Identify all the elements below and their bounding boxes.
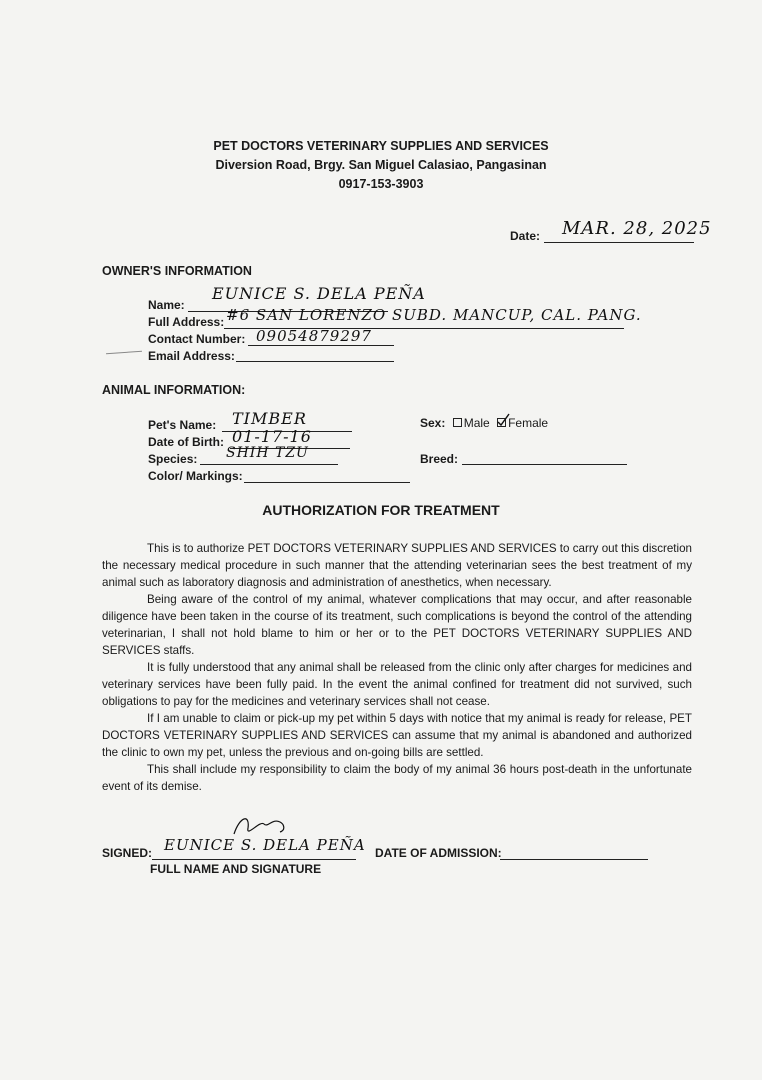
male-option-label: Male (463, 416, 490, 430)
owner-name-value: EUNICE S. DELA PEÑA (212, 284, 426, 303)
authorization-paragraph: This is to authorize PET DOCTORS VETERINARY SUPPLIES AND SERVICES to carry out this discretion the necessary medical procedure in such manner that the attending veterinarian sees the best treatment of my animal such as laboratory diagnosis and administration of anesthetics, when necessary. (102, 542, 692, 589)
breed-label: Breed: (420, 452, 459, 466)
signed-label: SIGNED: (102, 846, 153, 860)
owner-contact-line (248, 345, 394, 346)
breed-line (462, 464, 627, 465)
owner-address-label: Full Address: (148, 315, 225, 329)
owner-name-label: Name: (148, 298, 185, 312)
owner-email-line (236, 361, 394, 362)
authorization-paragraph: If I am unable to claim or pick-up my pet within 5 days with notice that my animal is ready for release, PET DOCTORS VETERINARY SUPPLIES AND SERVICES can assume that my animal is abandoned and authorized the clinic to own my pet, unless the previous and on-going bills are settled. (102, 712, 692, 759)
species-line (200, 464, 338, 465)
admission-date-label: DATE OF ADMISSION: (375, 846, 502, 860)
species-label: Species: (148, 452, 198, 466)
owner-contact-label: Contact Number: (148, 332, 246, 346)
species-value: SHIH TZU (226, 445, 309, 461)
authorization-body (102, 540, 692, 795)
owner-section-title: OWNER'S INFORMATION (102, 264, 252, 278)
admission-date-line (500, 859, 648, 860)
pet-name-value: TIMBER (232, 409, 307, 428)
date-line (544, 242, 694, 243)
sex-label: Sex: (420, 416, 446, 430)
sex-field (420, 416, 548, 430)
date-label: Date: (510, 229, 541, 243)
signature-flourish-icon (230, 812, 290, 842)
business-phone: 0917-153-3903 (338, 177, 424, 191)
female-checkbox[interactable] (497, 418, 506, 427)
date-value: MAR. 28, 2025 (562, 218, 712, 239)
authorization-paragraph: This shall include my responsibility to claim the body of my animal 36 hours post-death in the unfortunate event of its demise. (102, 763, 692, 793)
signature-caption: FULL NAME AND SIGNATURE (150, 862, 322, 876)
check-mark-icon (496, 413, 510, 427)
business-name: PET DOCTORS VETERINARY SUPPLIES AND SERVICES (213, 139, 549, 153)
business-address: Diversion Road, Brgy. San Miguel Calasiao, Pangasinan (215, 158, 547, 172)
dob-value: 01-17-16 (232, 427, 312, 446)
animal-section-title: ANIMAL INFORMATION: (102, 383, 246, 397)
signature-value: EUNICE S. DELA PEÑA (164, 836, 366, 854)
authorization-title: AUTHORIZATION FOR TREATMENT (262, 502, 500, 518)
dob-label: Date of Birth: (148, 435, 224, 449)
owner-address-value: #6 SAN LORENZO SUBD. MANCUP, CAL. PANG. (226, 306, 642, 324)
pet-name-label: Pet's Name: (148, 418, 217, 432)
pen-stroke (106, 351, 142, 355)
female-option-label: Female (508, 416, 549, 430)
owner-contact-value: 09054879297 (256, 327, 372, 345)
color-markings-line (244, 482, 410, 483)
owner-email-label: Email Address: (148, 349, 235, 363)
color-markings-label: Color/ Markings: (148, 469, 243, 483)
authorization-paragraph: It is fully understood that any animal shall be released from the clinic only after charges for medicines and veterinary services have been fully paid. In the event the animal confined for treatment did not survived, such obligations to pay for the medicines and veterinary services shall not cease. (102, 661, 692, 708)
authorization-paragraph: Being aware of the control of my animal, whatever complications that may occur, and after reasonable diligence have been taken in the course of its treatment, such complications is beyond the control of the attending veterinarian, I shall not hold blame to him or her or to the PET DOCTORS VETERINARY SUPPLIES AND SERVICES staffs. (102, 593, 692, 657)
signature-line (152, 859, 356, 860)
male-checkbox[interactable] (453, 418, 462, 427)
